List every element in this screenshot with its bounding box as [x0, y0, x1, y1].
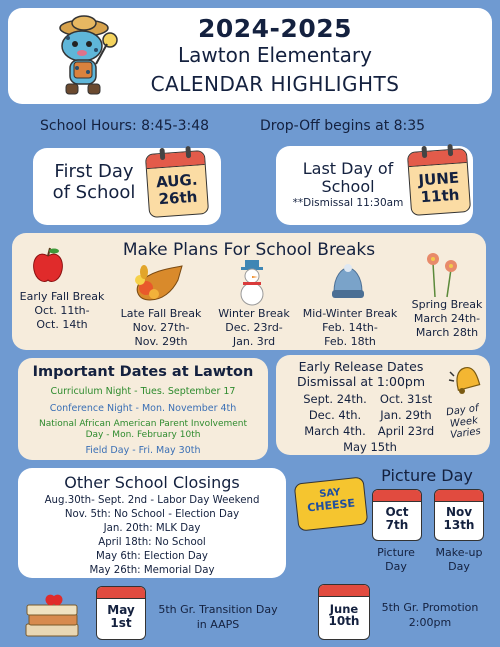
break-late-fall-dates1: Nov. 27th-: [132, 320, 190, 334]
important-dates-title: Important Dates at Lawton: [32, 364, 254, 380]
cornucopia-icon: [132, 262, 184, 304]
sticker-say: SAY: [318, 486, 342, 501]
mascot-leopard-icon: [44, 14, 124, 100]
makeup-day-label: Make-up Day: [435, 546, 483, 574]
early-release-date: Sept. 24th.: [303, 392, 367, 406]
promotion-month: June: [329, 602, 359, 616]
sticker-cheese: CHEESE: [306, 496, 356, 515]
closing-item: May 26th: Memorial Day: [89, 565, 215, 577]
promotion-date: 10th: [328, 614, 360, 629]
makeup-day-month: Nov: [445, 505, 473, 519]
closing-item: May 6th: Election Day: [96, 551, 208, 563]
break-late-fall-name: Late Fall Break: [120, 307, 202, 320]
flowers-icon: [423, 249, 463, 299]
last-day-line2: School: [321, 177, 375, 197]
transition-date: 1st: [110, 615, 132, 630]
break-winter-name: Winter Break: [218, 307, 290, 320]
early-release-date: April 23rd: [377, 424, 435, 439]
break-spring-dates2: March 28th: [415, 325, 479, 339]
break-winter-dates2: Jan. 3rd: [232, 334, 276, 348]
closing-item: Jan. 20th: MLK Day: [103, 523, 201, 535]
closing-item: April 18th: No School: [98, 537, 206, 549]
school-hours: School Hours: 8:45-3:48: [40, 118, 210, 134]
dropoff-time: Drop-Off begins at 8:35: [260, 118, 426, 134]
say-cheese-sticker-icon: [294, 476, 369, 531]
picture-day-calendar-icon: [372, 489, 422, 541]
break-mid-winter-dates1: Feb. 14th-: [322, 320, 378, 334]
promotion-calendar-icon: [318, 584, 370, 640]
closing-item: Aug.30th- Sept. 2nd - Labor Day Weekend: [44, 495, 260, 506]
transition-day-label: 5th Gr. Transition Day in AAPS: [158, 603, 278, 631]
transition-day-calendar-icon: [96, 586, 146, 640]
early-release-date: Oct. 31st: [379, 392, 433, 406]
first-day-label: [42, 162, 146, 203]
break-winter-dates1: Dec. 23rd-: [225, 320, 283, 334]
last-day-label: [282, 160, 414, 209]
first-day-date: 26th: [158, 187, 198, 209]
break-early-fall-dates2: Oct. 14th: [36, 317, 88, 331]
first-day-calendar-icon: [145, 150, 209, 218]
important-parent-involvement-line1: National African American Parent Involvement: [38, 419, 248, 429]
other-closings-title: Other School Closings: [64, 473, 240, 492]
important-parent-involvement-line2: Day - Mon. February 10th: [85, 430, 201, 440]
breaks-title: Make Plans For School Breaks: [122, 240, 376, 260]
snowman-icon: [235, 260, 269, 306]
promotion-label: 5th Gr. Promotion 2:00pm: [381, 601, 479, 629]
last-day-month: JUNE: [417, 168, 460, 190]
early-release-last-date: May 15th: [343, 440, 397, 454]
last-day-date: 11th: [420, 185, 460, 207]
break-early-fall-dates1: Oct. 11th-: [34, 303, 90, 317]
early-release-date: Dec. 4th.: [308, 408, 362, 423]
first-day-month: AUG.: [155, 170, 199, 192]
header-year: 2024-2025: [197, 14, 353, 43]
closing-item: Nov. 5th: No School - Election Day: [64, 509, 240, 521]
break-late-fall: [112, 307, 210, 348]
break-mid-winter: [298, 307, 402, 348]
last-day-line1: Last Day of: [302, 159, 394, 178]
early-release-title: Early Release Dates: [298, 359, 424, 374]
break-winter: [210, 307, 298, 348]
early-release-col2: [374, 391, 438, 439]
picture-day-label: Picture Day: [377, 546, 415, 574]
break-late-fall-dates2: Nov. 29th: [134, 334, 188, 348]
day-of-week-varies-note: Day of Week Varies: [445, 402, 482, 441]
break-mid-winter-dates2: Feb. 18th: [324, 334, 376, 348]
books-apple-icon: [24, 588, 82, 640]
first-day-line2: of School: [52, 181, 136, 203]
break-spring: [404, 298, 490, 339]
break-early-fall: [14, 290, 110, 331]
bell-icon: [448, 362, 484, 396]
break-spring-dates1: March 24th-: [413, 311, 481, 325]
picture-day-month: Oct: [385, 505, 409, 519]
last-day-calendar-icon: [407, 148, 471, 216]
early-release-date: March 4th.: [304, 424, 366, 439]
first-day-line1: First Day: [54, 161, 134, 182]
important-field-day: Field Day - Fri. May 30th: [85, 445, 201, 456]
break-spring-name: Spring Break: [411, 298, 483, 311]
apple-icon: [30, 246, 66, 284]
early-release-date: Jan. 29th: [380, 408, 432, 423]
early-release-subtitle: Dismissal at 1:00pm: [296, 374, 426, 389]
break-mid-winter-name: Mid-Winter Break: [302, 307, 398, 320]
last-day-dismissal-note: **Dismissal 11:30am: [292, 196, 404, 209]
other-closings-list: [18, 494, 286, 578]
important-curriculum-night: Curriculum Night - Tues. September 17: [50, 386, 236, 397]
makeup-day-calendar-icon: [434, 489, 484, 541]
important-conference-night: Conference Night - Mon. November 4th: [49, 403, 237, 414]
picture-day-date: 7th: [385, 517, 409, 532]
picture-day-title: Picture Day: [381, 466, 473, 485]
transition-month: May: [107, 603, 135, 617]
early-release-col1: [300, 391, 370, 439]
header-school: Lawton Elementary: [178, 43, 372, 67]
winter-hat-icon: [330, 264, 366, 302]
break-early-fall-name: Early Fall Break: [19, 290, 105, 303]
makeup-day-date: 13th: [443, 517, 475, 532]
header-title: CALENDAR HIGHLIGHTS: [150, 72, 400, 96]
